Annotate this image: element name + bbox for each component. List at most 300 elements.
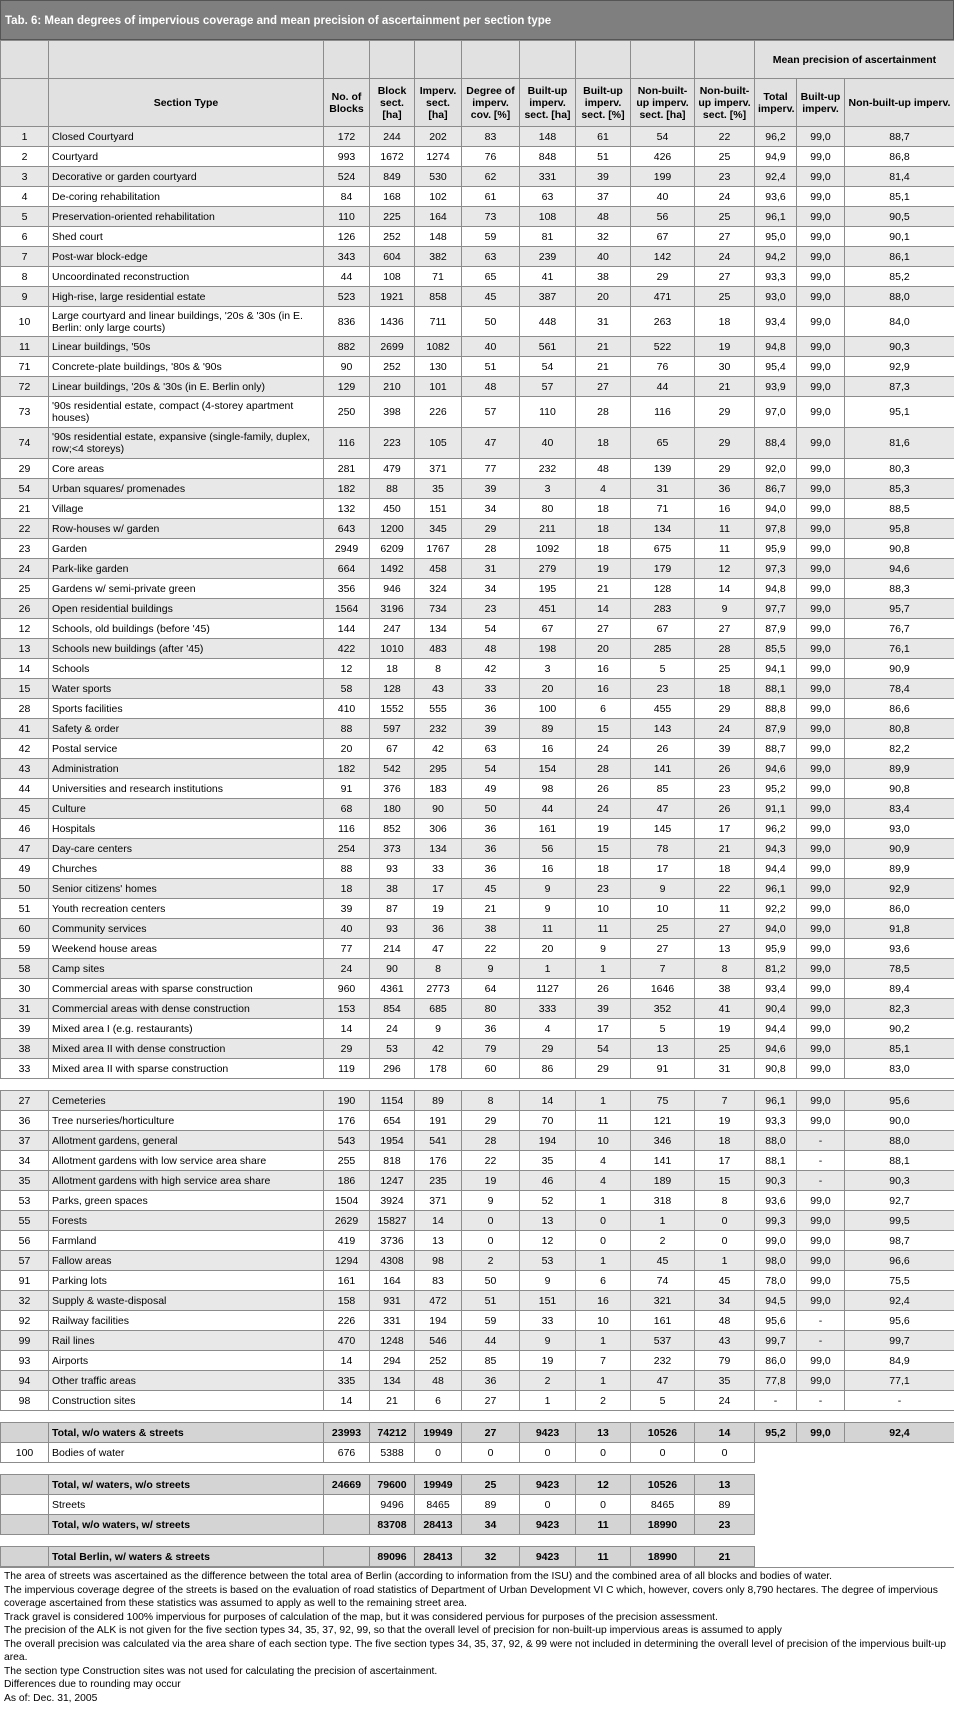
value-cell: 2 [462, 1251, 520, 1271]
empty-cell [755, 1475, 797, 1495]
table-row [1, 1231, 954, 1251]
value-cell: 20 [576, 287, 631, 307]
table-row [1, 539, 954, 559]
value-cell: 98,7 [845, 1231, 954, 1251]
value-cell: 89096 [370, 1547, 415, 1567]
value-cell: 65 [631, 428, 695, 459]
value-cell: 194 [415, 1311, 462, 1331]
value-cell: 28413 [415, 1515, 462, 1535]
value-cell: 455 [631, 699, 695, 719]
value-cell: 21 [576, 579, 631, 599]
section-type: Forests [49, 1211, 324, 1231]
value-cell: 48 [695, 1311, 755, 1331]
value-cell: 86,8 [845, 147, 954, 167]
value-cell: 27 [695, 919, 755, 939]
value-cell: 335 [324, 1371, 370, 1391]
value-cell: 38 [370, 879, 415, 899]
value-cell: 1 [520, 1391, 576, 1411]
value-cell: - [797, 1311, 845, 1331]
section-id: 35 [1, 1171, 49, 1191]
value-cell: 96,6 [845, 1251, 954, 1271]
value-cell: 9 [415, 1019, 462, 1039]
value-cell: 356 [324, 579, 370, 599]
value-cell: 99,0 [797, 779, 845, 799]
section-type: Village [49, 499, 324, 519]
value-cell: 1436 [370, 307, 415, 337]
value-cell: 57 [520, 377, 576, 397]
value-cell: 47 [631, 1371, 695, 1391]
value-cell: 88,1 [845, 1151, 954, 1171]
table-row [1, 819, 954, 839]
table-row [1, 799, 954, 819]
value-cell: 318 [631, 1191, 695, 1211]
value-cell: 48 [415, 1371, 462, 1391]
value-cell: 88,7 [755, 739, 797, 759]
section-type: Safety & order [49, 719, 324, 739]
value-cell: 27 [576, 377, 631, 397]
table-row [1, 459, 954, 479]
section-id: 33 [1, 1059, 49, 1079]
value-cell: 471 [631, 287, 695, 307]
value-cell: 84,9 [845, 1351, 954, 1371]
section-id: 99 [1, 1331, 49, 1351]
value-cell: 88,8 [755, 699, 797, 719]
section-id: 100 [1, 1443, 49, 1463]
value-cell: 87,9 [755, 719, 797, 739]
value-cell: 161 [631, 1311, 695, 1331]
section-type: Universities and research institutions [49, 779, 324, 799]
value-cell: 92,7 [845, 1191, 954, 1211]
spacer-row [1, 1079, 954, 1091]
column-header: Non-built-up imperv. sect. [ha] [631, 79, 695, 127]
value-cell: 3924 [370, 1191, 415, 1211]
table-row [1, 1547, 954, 1567]
value-cell: 11 [520, 919, 576, 939]
value-cell: 324 [415, 579, 462, 599]
value-cell: 83,0 [845, 1059, 954, 1079]
section-type: De-coring rehabilitation [49, 187, 324, 207]
section-id: 43 [1, 759, 49, 779]
value-cell: 48 [576, 459, 631, 479]
value-cell: 96,1 [755, 879, 797, 899]
value-cell: 41 [520, 267, 576, 287]
value-cell: 1092 [520, 539, 576, 559]
value-cell: 99,0 [797, 147, 845, 167]
value-cell: 472 [415, 1291, 462, 1311]
table-row [1, 1151, 954, 1171]
value-cell: 4 [520, 1019, 576, 1039]
section-type: Commercial areas with dense construction [49, 999, 324, 1019]
column-header: No. of Blocks [324, 79, 370, 127]
empty-cell [845, 1515, 954, 1535]
value-cell: 10526 [631, 1475, 695, 1495]
value-cell: 18 [576, 859, 631, 879]
value-cell: 21 [576, 357, 631, 377]
value-cell: 82,3 [845, 999, 954, 1019]
value-cell: 34 [462, 579, 520, 599]
value-cell: 232 [631, 1351, 695, 1371]
value-cell: 97,8 [755, 519, 797, 539]
value-cell: 99,0 [797, 699, 845, 719]
value-cell: 25 [695, 287, 755, 307]
value-cell: 99,0 [797, 187, 845, 207]
value-cell: 94,9 [755, 147, 797, 167]
value-cell: 92,9 [845, 357, 954, 377]
section-type: Total, w/ waters, w/o streets [49, 1475, 324, 1495]
value-cell: 81,6 [845, 428, 954, 459]
value-cell: 14 [576, 599, 631, 619]
value-cell: 654 [370, 1111, 415, 1131]
value-cell: 29 [462, 1111, 520, 1131]
value-cell: 18 [695, 859, 755, 879]
value-cell: 561 [520, 337, 576, 357]
value-cell: 99,0 [797, 428, 845, 459]
section-type: Culture [49, 799, 324, 819]
value-cell: 161 [324, 1271, 370, 1291]
value-cell: 178 [415, 1059, 462, 1079]
footnote-line: The precision of the ALK is not given for the five section types 34, 35, 37, 92, 99, so that the overall level of precision for non-built-up impervious areas is assumed to apply [4, 1625, 782, 1636]
section-type: Administration [49, 759, 324, 779]
value-cell: 86,6 [845, 699, 954, 719]
value-cell: 5388 [370, 1443, 415, 1463]
value-cell: 88 [324, 859, 370, 879]
value-cell: 422 [324, 639, 370, 659]
value-cell: 45 [631, 1251, 695, 1271]
value-cell: 21 [370, 1391, 415, 1411]
value-cell: 128 [631, 579, 695, 599]
value-cell: 14 [695, 1423, 755, 1443]
value-cell: 96,2 [755, 819, 797, 839]
section-id: 23 [1, 539, 49, 559]
table-row [1, 1191, 954, 1211]
value-cell: 8 [695, 959, 755, 979]
value-cell: 182 [324, 759, 370, 779]
section-type: Hospitals [49, 819, 324, 839]
value-cell: 675 [631, 539, 695, 559]
value-cell: 1646 [631, 979, 695, 999]
table-row [1, 397, 954, 428]
value-cell: 232 [415, 719, 462, 739]
value-cell: 95,8 [845, 519, 954, 539]
value-cell: 26 [695, 759, 755, 779]
value-cell: 61 [576, 127, 631, 147]
value-cell: 59 [462, 227, 520, 247]
value-cell: 78,0 [755, 1271, 797, 1291]
value-cell: 11 [576, 1111, 631, 1131]
section-id [1, 1495, 49, 1515]
value-cell: 28 [462, 539, 520, 559]
value-cell: 88 [324, 719, 370, 739]
value-cell: 30 [695, 357, 755, 377]
value-cell: 77,8 [755, 1371, 797, 1391]
value-cell: 44 [631, 377, 695, 397]
section-type: Core areas [49, 459, 324, 479]
value-cell: 523 [324, 287, 370, 307]
value-cell: 14 [324, 1019, 370, 1039]
value-cell: 419 [324, 1231, 370, 1251]
value-cell: 685 [415, 999, 462, 1019]
value-cell: 168 [370, 187, 415, 207]
value-cell: 23 [576, 879, 631, 899]
column-header: Total imperv. [755, 79, 797, 127]
value-cell: 65 [462, 267, 520, 287]
value-cell: 90,8 [845, 539, 954, 559]
value-cell: 1 [576, 1371, 631, 1391]
value-cell: 333 [520, 999, 576, 1019]
value-cell: 105 [415, 428, 462, 459]
section-id: 45 [1, 799, 49, 819]
table-row [1, 559, 954, 579]
value-cell: 176 [415, 1151, 462, 1171]
value-cell: 8 [462, 1091, 520, 1111]
value-cell: 12 [520, 1231, 576, 1251]
section-id: 41 [1, 719, 49, 739]
value-cell: 194 [520, 1131, 576, 1151]
section-id: 8 [1, 267, 49, 287]
value-cell: 53 [520, 1251, 576, 1271]
column-header: Imperv. sect. [ha] [415, 79, 462, 127]
value-cell: 254 [324, 839, 370, 859]
spacer-cell [1, 1463, 954, 1475]
value-cell: 12 [576, 1475, 631, 1495]
value-cell: 99,0 [797, 337, 845, 357]
value-cell: 99,0 [797, 1091, 845, 1111]
value-cell: 99,0 [797, 127, 845, 147]
header-blank-cell [631, 41, 695, 79]
value-cell: 99,0 [797, 999, 845, 1019]
value-cell: 27 [462, 1423, 520, 1443]
value-cell: 89 [415, 1091, 462, 1111]
value-cell: 100 [520, 699, 576, 719]
value-cell: 11 [576, 1547, 631, 1567]
value-cell: 99,0 [797, 1351, 845, 1371]
value-cell: 10526 [631, 1423, 695, 1443]
value-cell: 0 [576, 1495, 631, 1515]
section-id: 60 [1, 919, 49, 939]
value-cell: 0 [695, 1211, 755, 1231]
data-table [0, 40, 954, 1567]
section-type: Cemeteries [49, 1091, 324, 1111]
value-cell: 87,9 [755, 619, 797, 639]
table-row [1, 1423, 954, 1443]
value-cell: 23 [695, 167, 755, 187]
table-row [1, 1391, 954, 1411]
value-cell: 20 [520, 679, 576, 699]
section-type: Total, w/o waters & streets [49, 1423, 324, 1443]
section-type: Allotment gardens with low service area share [49, 1151, 324, 1171]
section-type: Allotment gardens with high service area share [49, 1171, 324, 1191]
value-cell: 36 [462, 1371, 520, 1391]
value-cell: 541 [415, 1131, 462, 1151]
value-cell: 993 [324, 147, 370, 167]
value-cell: 94,5 [755, 1291, 797, 1311]
value-cell: 9 [631, 879, 695, 899]
value-cell: 9423 [520, 1515, 576, 1535]
section-type: Allotment gardens, general [49, 1131, 324, 1151]
value-cell: 15 [576, 719, 631, 739]
value-cell: 239 [520, 247, 576, 267]
value-cell: 99,0 [797, 479, 845, 499]
table-row [1, 839, 954, 859]
value-cell: 1127 [520, 979, 576, 999]
value-cell: 6209 [370, 539, 415, 559]
section-id: 47 [1, 839, 49, 859]
section-type: Shed court [49, 227, 324, 247]
table-row [1, 1019, 954, 1039]
empty-cell [755, 1547, 797, 1567]
value-cell: 83,4 [845, 799, 954, 819]
value-cell: 858 [415, 287, 462, 307]
section-id: 6 [1, 227, 49, 247]
value-cell: 186 [324, 1171, 370, 1191]
table-row [1, 719, 954, 739]
value-cell: 47 [462, 428, 520, 459]
table-row [1, 1251, 954, 1271]
value-cell: 27 [462, 1391, 520, 1411]
value-cell: 26 [576, 779, 631, 799]
value-cell: 93,9 [755, 377, 797, 397]
table-row [1, 879, 954, 899]
value-cell: 78,4 [845, 679, 954, 699]
value-cell: 1564 [324, 599, 370, 619]
value-cell: 191 [415, 1111, 462, 1131]
value-cell: 2949 [324, 539, 370, 559]
section-id: 93 [1, 1351, 49, 1371]
section-type: Linear buildings, '20s & '30s (in E. Berlin only) [49, 377, 324, 397]
value-cell: 85,1 [845, 1039, 954, 1059]
table-row [1, 859, 954, 879]
value-cell: 6 [415, 1391, 462, 1411]
value-cell: 75,5 [845, 1271, 954, 1291]
value-cell: 95,7 [845, 599, 954, 619]
value-cell: 99,0 [797, 899, 845, 919]
value-cell: 29 [695, 699, 755, 719]
value-cell: 83 [462, 127, 520, 147]
value-cell: 4 [576, 1151, 631, 1171]
value-cell: 40 [631, 187, 695, 207]
value-cell: 2 [631, 1231, 695, 1251]
value-cell: 17 [631, 859, 695, 879]
empty-cell [845, 1547, 954, 1567]
value-cell: 99,7 [845, 1331, 954, 1351]
value-cell: 0 [576, 1231, 631, 1251]
value-cell: 931 [370, 1291, 415, 1311]
section-id: 32 [1, 1291, 49, 1311]
value-cell: 9 [695, 599, 755, 619]
value-cell: 76 [462, 147, 520, 167]
section-type: Urban squares/ promenades [49, 479, 324, 499]
value-cell: 99,5 [845, 1211, 954, 1231]
value-cell: 110 [520, 397, 576, 428]
table-row [1, 1171, 954, 1191]
section-type: Supply & waste-disposal [49, 1291, 324, 1311]
value-cell: 7 [695, 1091, 755, 1111]
section-id: 51 [1, 899, 49, 919]
value-cell: 90,1 [845, 227, 954, 247]
section-type: Churches [49, 859, 324, 879]
value-cell: 20 [324, 739, 370, 759]
value-cell: 9 [520, 1271, 576, 1291]
value-cell: 44 [520, 799, 576, 819]
value-cell: 99,0 [797, 1291, 845, 1311]
value-cell: 36 [462, 859, 520, 879]
section-id: 9 [1, 287, 49, 307]
value-cell: 54 [462, 759, 520, 779]
value-cell: 67 [631, 619, 695, 639]
value-cell: 85 [631, 779, 695, 799]
value-cell: 32 [462, 1547, 520, 1567]
value-cell: 676 [324, 1443, 370, 1463]
value-cell: 39 [576, 999, 631, 1019]
value-cell: 93,6 [755, 187, 797, 207]
value-cell: 95,6 [845, 1091, 954, 1111]
table-row [1, 357, 954, 377]
value-cell: 36 [415, 919, 462, 939]
value-cell: 28 [462, 1131, 520, 1151]
value-cell: 63 [462, 739, 520, 759]
value-cell: 398 [370, 397, 415, 428]
value-cell: 9 [576, 939, 631, 959]
value-cell: 98 [520, 779, 576, 799]
value-cell: 202 [415, 127, 462, 147]
value-cell: 11 [695, 519, 755, 539]
value-cell: 90,9 [845, 839, 954, 859]
table-row [1, 1495, 954, 1515]
value-cell: 25 [462, 1475, 520, 1495]
section-id: 11 [1, 337, 49, 357]
section-type: Water sports [49, 679, 324, 699]
value-cell: 95,1 [845, 397, 954, 428]
value-cell: 0 [462, 1211, 520, 1231]
value-cell: 643 [324, 519, 370, 539]
table-row [1, 1271, 954, 1291]
value-cell: 19949 [415, 1475, 462, 1495]
value-cell: 26 [631, 739, 695, 759]
value-cell: 2629 [324, 1211, 370, 1231]
section-type: Open residential buildings [49, 599, 324, 619]
value-cell: 89 [462, 1495, 520, 1515]
section-id: 5 [1, 207, 49, 227]
value-cell: 8465 [415, 1495, 462, 1515]
value-cell: 99,0 [797, 659, 845, 679]
value-cell: 63 [520, 187, 576, 207]
value-cell: 13 [415, 1231, 462, 1251]
value-cell: 8465 [631, 1495, 695, 1515]
value-cell: 99,0 [797, 579, 845, 599]
table-row [1, 428, 954, 459]
value-cell: 108 [520, 207, 576, 227]
section-type: Closed Courtyard [49, 127, 324, 147]
section-type: Camp sites [49, 959, 324, 979]
value-cell: 25 [695, 207, 755, 227]
value-cell: 226 [415, 397, 462, 428]
value-cell: 83 [415, 1271, 462, 1291]
value-cell: 0 [695, 1443, 755, 1463]
value-cell: 99,0 [797, 287, 845, 307]
value-cell: 99,0 [797, 599, 845, 619]
value-cell: 43 [695, 1331, 755, 1351]
value-cell: 94,4 [755, 1019, 797, 1039]
value-cell: 90,3 [845, 337, 954, 357]
footnote-line: The impervious coverage degree of the streets is based on the evaluation of road statistics of Department of Urban Development VI C which, however, covers only 8,790 hectares. The degree of impervious coverage ascertained from these statistics was assumed to apply as well to the remaining street area. [4, 1584, 938, 1609]
section-id: 21 [1, 499, 49, 519]
value-cell: 139 [631, 459, 695, 479]
value-cell: 99,0 [797, 639, 845, 659]
value-cell: 29 [631, 267, 695, 287]
value-cell: 90,5 [845, 207, 954, 227]
value-cell: 99,0 [797, 1059, 845, 1079]
value-cell: 84,0 [845, 307, 954, 337]
